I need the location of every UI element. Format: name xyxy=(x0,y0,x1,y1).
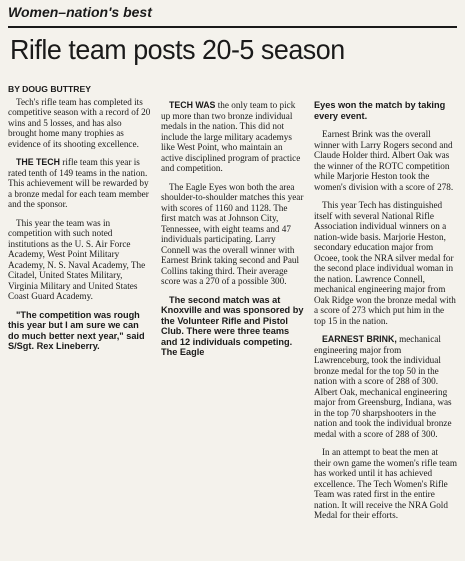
paragraph-lead: EARNEST BRINK, xyxy=(322,334,397,344)
paragraph: Earnest Brink was the overall winner with Larry Rogers second and Claude Holder third. Albert Oak was the winner of the ROTC competition while Marjorie Heston took the women's division with a score of 278. xyxy=(314,129,454,192)
paragraph: In an attempt to beat the men at their own game the women's rifle team has worked until it has achieved excellence. The Tech Women's Rifle Team was rated first in the entire nation. It will receive the NRA Gold Medal for their efforts. xyxy=(314,447,457,520)
paragraph xyxy=(161,100,304,174)
paragraph-text: the only team to pick up more than two bronze individual medals in the nation. This did not include the large military academys like West Point, who maintain an active disciplined program of practice and competition. xyxy=(161,100,301,173)
paragraph: Eyes won the match by taking every event. xyxy=(314,100,446,121)
paragraph-text: rifle team this year is rated tenth of 149 teams in the nation. This achievement will be rewarded by a bronze medal for each team member and the sponsor. xyxy=(8,157,149,209)
byline: BY DOUG BUTTREY xyxy=(8,84,91,94)
paragraph: The second match was at Knoxville and was sponsored by the Volunteer Rifle and Pistol Club. There were three teams and 12 individuals competing. The Eagle xyxy=(161,294,304,357)
quote-paragraph: "The competition was rough this year but I am sure we can do much better next year," said S/Sgt. Rex Lineberry. xyxy=(8,309,145,351)
paragraph: This year the team was in competition with such noted institutions as the U. S. Air Force Academy, West Point Military Academy, N. S. Naval Academy, The Citadel, United States Military, Virginia Military and United States Coast Guard Academy. xyxy=(8,217,146,301)
paragraph xyxy=(314,334,457,439)
paragraph-text: mechanical engineering major from Lawrenceburg, took the individual bronze medal for the top 50 in the nation with a score of 288 of 300. Albert Oak, mechanical engineering major from Greensburg, Indiana, was in the top 70 sharpshooters in the nation and took the individual bronze medal with a score of 288 of 300. xyxy=(314,334,452,439)
headline: Rifle team posts 20-5 season xyxy=(10,34,345,65)
article-column-1 xyxy=(8,84,151,360)
article-column-2 xyxy=(161,100,304,366)
section-kicker: Women–nation's best xyxy=(8,4,152,20)
kicker-rule xyxy=(8,26,457,28)
paragraph: This year Tech has distinguished itself with several National Rifle Association individual winners on a nation-wide basis. Marjorie Heston, secondary education major from Ocoee, took the NRA silver medal for the second place individual woman in the nation. Lawrence Connell, mechanical engineering major from Oak Ridge won the bronze medal with a score of 273 which put him in the top 15 in the nation. xyxy=(314,200,456,326)
paragraph-lead: TECH WAS xyxy=(169,100,216,110)
article-column-3 xyxy=(314,100,457,529)
paragraph xyxy=(8,157,151,210)
paragraph-lead: THE TECH xyxy=(16,157,60,167)
paragraph: The Eagle Eyes won both the area shoulder-to-shoulder matches this year with scores of 1160 and 1128. The first match was at Johnson City, Tennessee, with eight teams and 47 individuals participating. Larry Connell was the overall winner with Earnest Brink taking second and Paul Collins taking third. Their average score was a 270 of a possible 300. xyxy=(161,181,304,286)
paragraph: Tech's rifle team has completed its competitive season with a record of 20 wins and 5 losses, and has also brought home many trophies as evidence of its shooting excellence. xyxy=(8,96,151,149)
